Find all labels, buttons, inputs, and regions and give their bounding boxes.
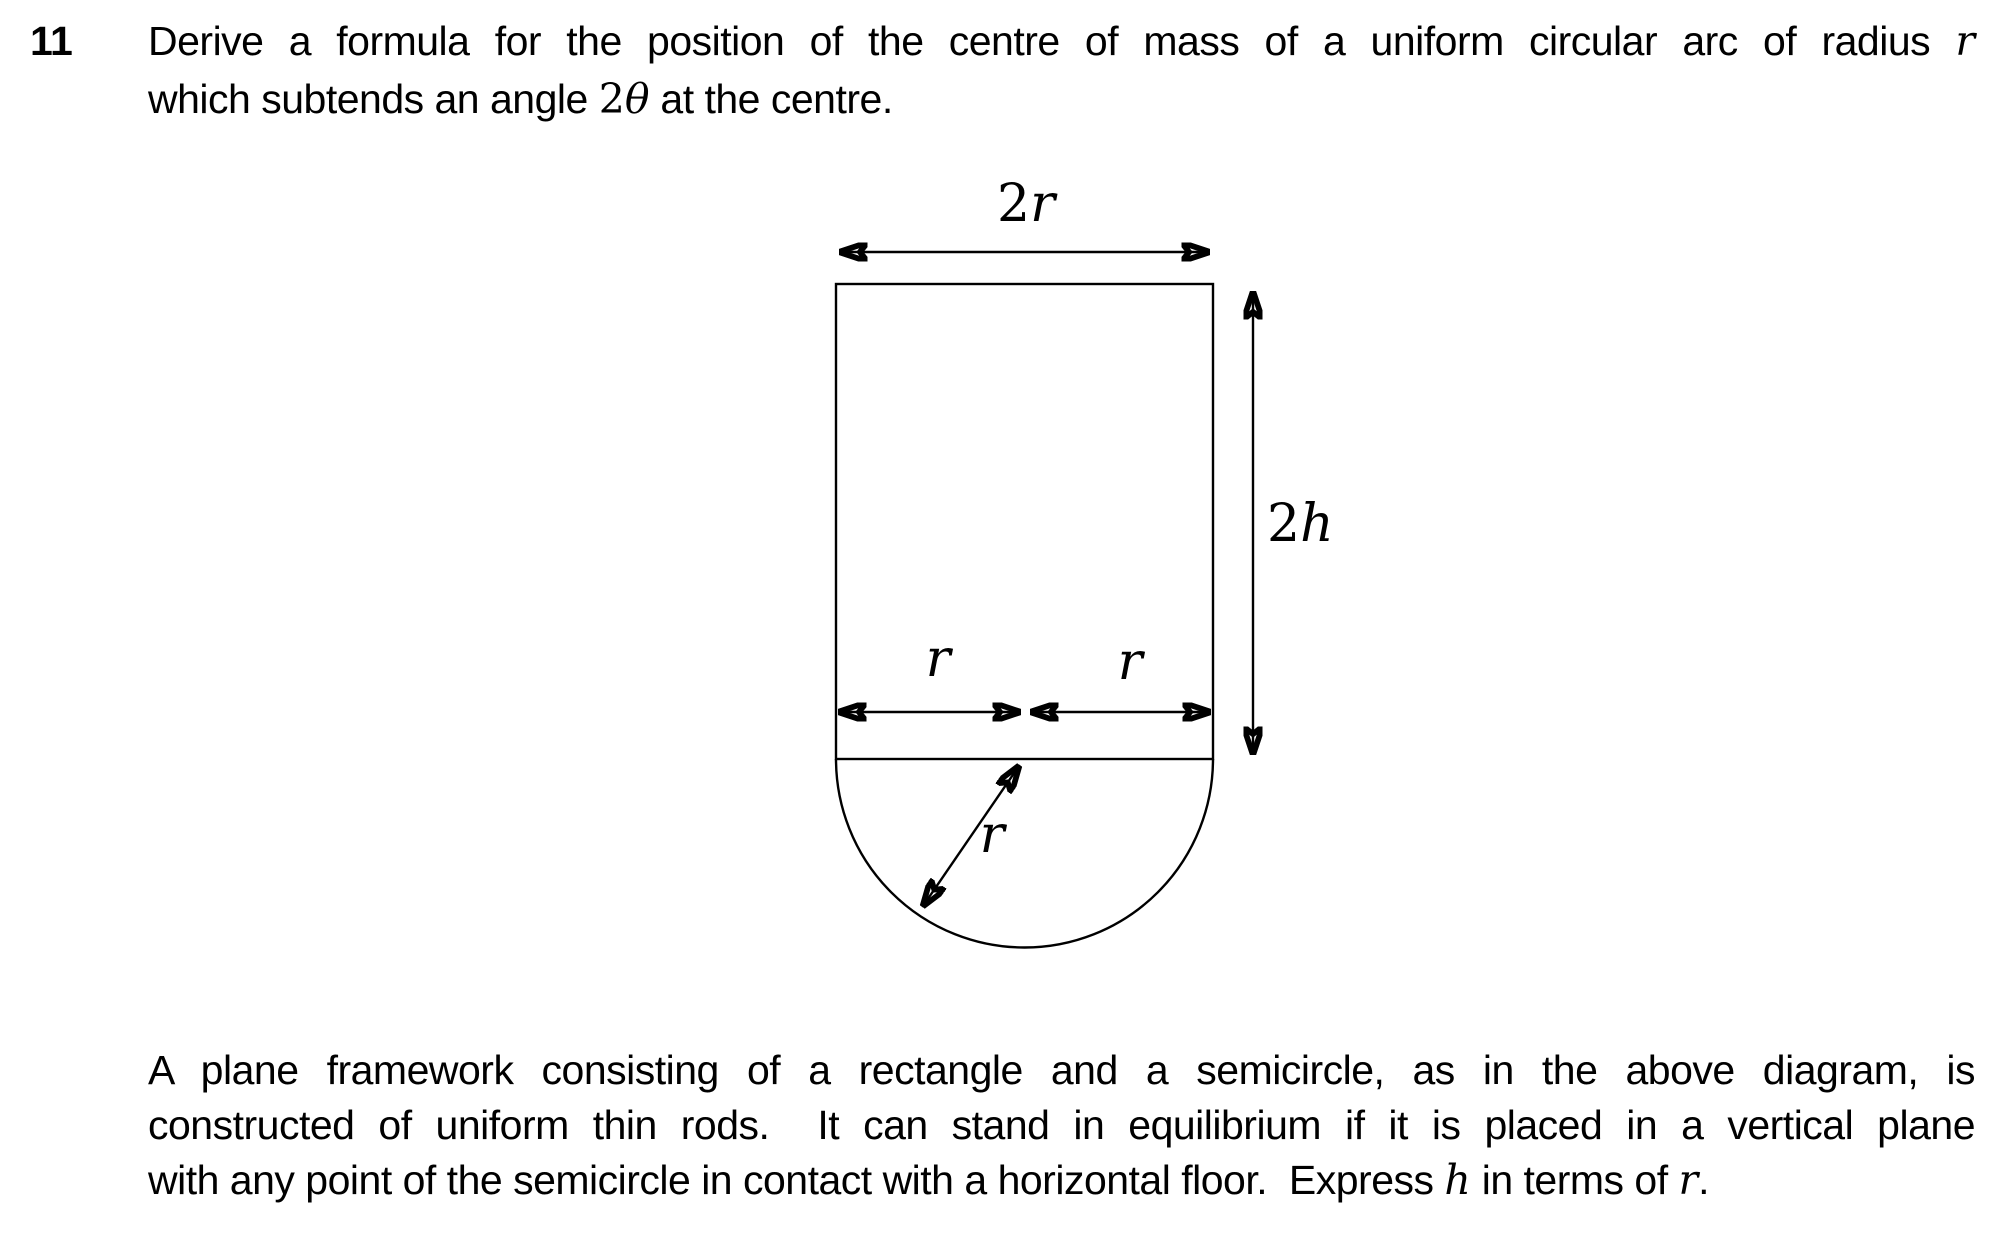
label-right-half-r: r <box>1117 632 1143 692</box>
label-height-2h: 2h <box>1267 494 1334 554</box>
question-line-2: which subtends an angle 2θ at the centre. <box>148 75 893 123</box>
paragraph-line-3: with any point of the semicircle in contact with a horizontal floor. Express h in terms of r. <box>148 1156 1709 1204</box>
paragraph-line-1: A plane framework consisting of a rectangle and a semicircle, as in the above diagram, is <box>148 1047 1975 1093</box>
label-width-2r: 2r <box>997 174 1055 234</box>
body-paragraph <box>148 1043 1975 1208</box>
label-radius-r: r <box>979 805 1005 865</box>
paragraph-line-2: constructed of uniform thin rods. It can stand in equilibrium if it is placed in a vertical plane <box>148 1102 1975 1148</box>
rectangle-outline <box>836 284 1213 759</box>
label-left-half-r: r <box>925 629 951 689</box>
question-line-1: Derive a formula for the position of the centre of mass of a uniform circular arc of radius r <box>148 17 1975 65</box>
question-number: 11 <box>30 18 73 64</box>
semicircle-outline <box>836 759 1213 947</box>
radius-dimension-arrow <box>923 766 1019 906</box>
